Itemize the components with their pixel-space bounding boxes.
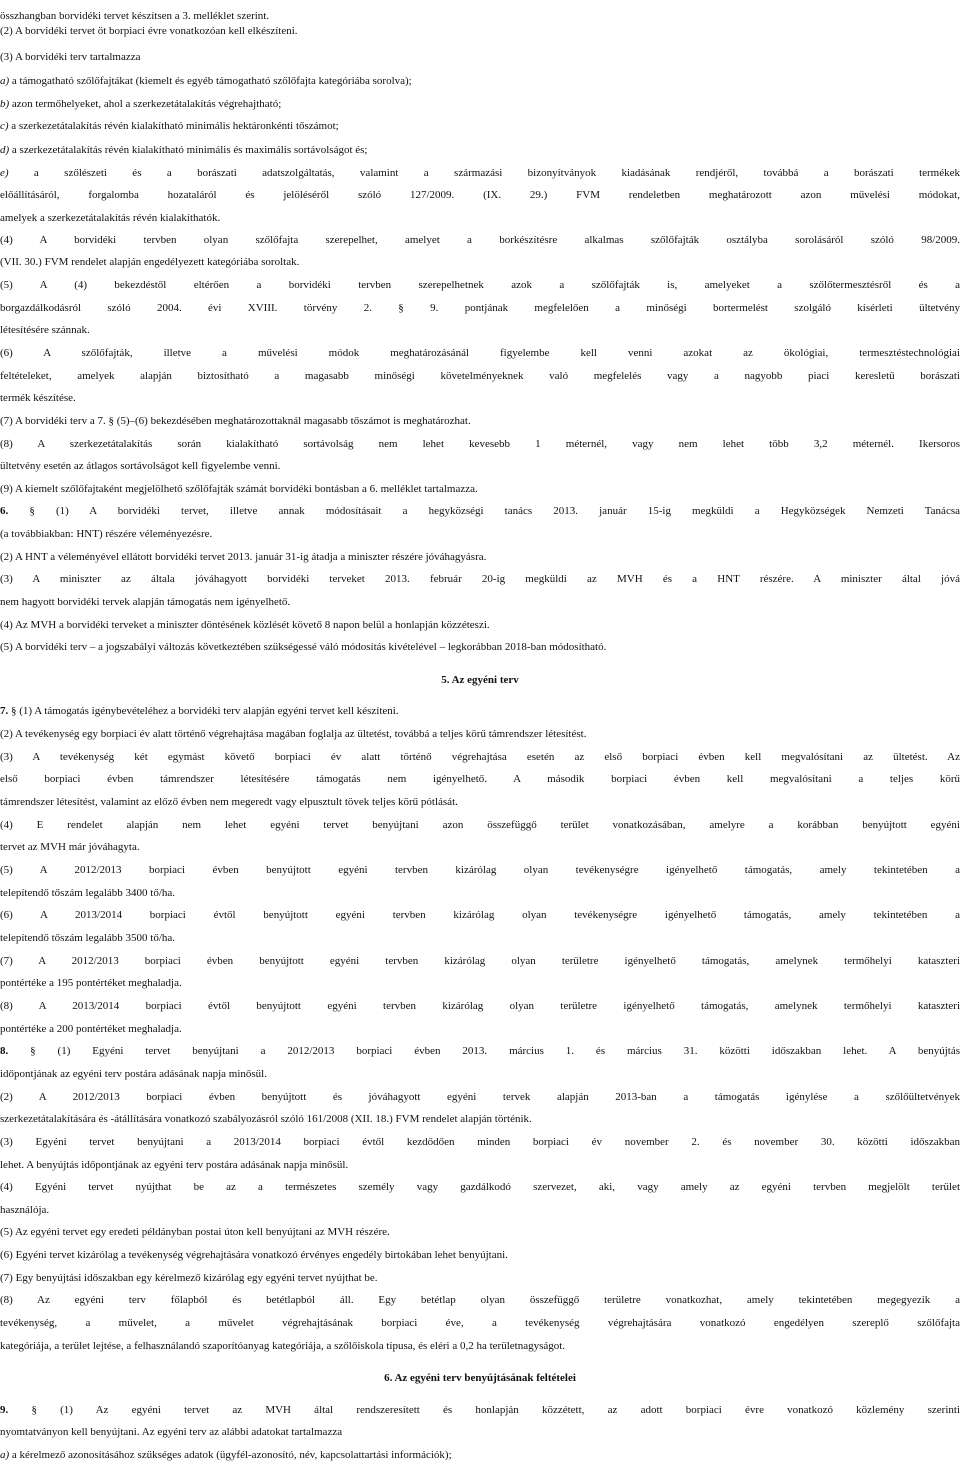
text-line — [0, 793, 960, 811]
section-heading — [0, 1369, 960, 1387]
text-line — [0, 72, 960, 90]
text-line — [0, 367, 960, 385]
line-text: pontértéke a 200 pontértéket meghaladja. — [0, 1023, 182, 1035]
text-line — [0, 480, 960, 498]
text-line — [0, 95, 960, 113]
line-text: létesítésére szánnak. — [0, 324, 90, 336]
list-letter: d) — [0, 144, 10, 156]
line-text: telepítendő tőszám legalább 3400 tő/ha. — [0, 887, 176, 899]
text-line — [0, 1337, 960, 1355]
text-line — [0, 321, 960, 339]
line-text: időpontjának az egyéni terv postára adásának napja minősül. — [0, 1068, 267, 1080]
line-text: (8) A szerkezetátalakítás során kialakítható sortávolság nem lehet kevesebb 1 méternél, vagy nem lehet több 3,2 méternél. Ikersoros — [0, 438, 960, 450]
text-line — [0, 141, 960, 159]
line-text: 5. Az egyéni terv — [441, 674, 519, 686]
line-text: nyomtatványon kell benyújtani. Az egyéni terv az alábbi adatokat tartalmazza — [0, 1426, 343, 1438]
list-letter: a) — [0, 1449, 10, 1461]
text-line — [0, 861, 960, 879]
line-text: (8) Az egyéni terv főlapból és betétlapból áll. Egy betétlap olyan összefüggő területre vonatkozhat, amely tekintetében megegyezik a — [0, 1294, 960, 1306]
line-text: (2) A 2012/2013 borpiaci évben benyújtott és jóváhagyott egyéni tervek alapján 2013-ban a támogatás igénylése a szőlőültetvények — [0, 1091, 960, 1103]
line-text: (VII. 30.) FVM rendelet alapján engedélyezett kategóriába soroltak. — [0, 256, 300, 268]
line-text: (5) Az egyéni tervet egy eredeti példányban postai úton kell benyújtani az MVH részére. — [0, 1226, 390, 1238]
line-text: (3) Egyéni tervet benyújtani a 2013/2014 borpiaci évtől kezdődően minden borpiaci év november 2. és november 30. közötti időszakban — [0, 1136, 960, 1148]
line-text: (3) A tevékenység két egymást követő borpiaci év alatt történő végrehajtása esetén az első borpiaci évben kell megvalósítani az ültetést. Az — [0, 751, 960, 763]
text-line — [0, 344, 960, 362]
list-letter: e) — [0, 167, 9, 179]
text-line — [0, 770, 960, 788]
text-line — [0, 1088, 960, 1106]
text-line — [0, 525, 960, 543]
line-text: termék készítése. — [0, 392, 76, 404]
text-line — [0, 816, 960, 834]
line-text: (4) A borvidéki tervben olyan szőlőfajta szerepelhet, amelyet a borkészítésre alkalmas szőlőfajták osztályba sorolásáról szóló 98/2009. — [0, 234, 960, 246]
line-text: (4) E rendelet alapján nem lehet egyéni tervet benyújtani azon összefüggő terület vonatkozásában, amelyre a korábban benyújtott egyéni — [0, 819, 960, 831]
line-text: feltételeket, amelyek alapján biztosítható a magasabb minőségi követelményeknek való megfelelés vagy a nagyobb piaci keresletű borászati — [0, 370, 960, 382]
line-text: (9) A kiemelt szőlőfajtaként megjelölhető szőlőfajták számát borvidéki bontásban a 6. melléklet tartalmazza. — [0, 483, 478, 495]
text-line — [0, 435, 960, 453]
line-text: amelyek a szerkezetátalakítás révén kialakíthatók. — [0, 212, 221, 224]
line-text: (7) A borvidéki terv a 7. § (5)–(6) bekezdésében meghatározottaknál magasabb tőszámot is meghatározhat. — [0, 415, 471, 427]
text-line — [0, 117, 960, 135]
text-line — [0, 638, 960, 656]
text-line — [0, 702, 960, 720]
line-text: (5) A (4) bekezdéstől eltérően a borvidéki tervben szerepelhetnek azok a szőlőfajták is, amelyeket a szőlőtermesztésről és a — [0, 279, 960, 291]
line-text: tevékenység, a művelet, a művelet végrehajtásának borpiaci éve, a tevékenység végrehajtására vonatkozó engedélyen szereplő szőlőfajta — [0, 1317, 960, 1329]
text-line — [0, 164, 960, 182]
text-line — [0, 1110, 960, 1128]
line-text: (2) A tevékenység egy borpiaci év alatt történő végrehajtása magában foglalja az ültetést, továbbá a teljes körű támrendszer létesítést. — [0, 728, 587, 740]
text-line — [0, 389, 960, 407]
text-line — [0, 209, 960, 227]
section-number: 9. — [0, 1404, 9, 1416]
list-letter: c) — [0, 120, 9, 132]
section-number: 6. — [0, 505, 9, 517]
text-line — [0, 929, 960, 947]
line-text: a kérelmező azonosításához szükséges adatok (ügyfél-azonosító, név, kapcsolattartási információk); — [9, 1449, 452, 1461]
line-text: (6) A 2013/2014 borpiaci évtől benyújtott egyéni tervben kizárólag olyan tevékenységre igényelhető támogatás, amely tekintetében a — [0, 909, 960, 921]
line-text: (5) A 2012/2013 borpiaci évben benyújtott egyéni tervben kizárólag olyan tevékenységre igényelhető támogatás, amely tekintetében a — [0, 864, 960, 876]
text-line — [0, 1201, 960, 1219]
line-text: ültetvény esetén az átlagos sortávolságot kell figyelembe venni. — [0, 460, 281, 472]
line-text: (3) A borvidéki terv tartalmazza — [0, 51, 141, 63]
line-text: borgazdálkodásról szóló 2004. évi XVIII. törvény 2. § 9. pontjának megfelelően a minőségi bortermelést szolgáló kísérleti ültetvény — [0, 302, 960, 314]
line-text: szerkezetátalakítására és -átállítására vonatkozó szabályozásról szóló 161/2008 (XII. 18.) FVM rendelet alapján történik. — [0, 1113, 532, 1125]
section-number: 8. — [0, 1045, 9, 1057]
text-line — [0, 884, 960, 902]
line-text: telepítendő tőszám legalább 3500 tő/ha. — [0, 932, 176, 944]
line-text: pontértéke a 195 pontértéket meghaladja. — [0, 977, 182, 989]
line-text: előállításáról, forgalomba hozataláról és jelöléséről szóló 127/2009. (IX. 29.) FVM rendeletben meghatározott azon művelési módokat, — [0, 189, 960, 201]
line-text: (6) A szőlőfajták, illetve a művelési módok meghatározásánál figyelembe kell venni azokat az ökológiai, termesztéstechnológiai — [0, 347, 960, 359]
line-text: § (1) A borvidéki tervet, illetve annak módosításait a hegyközségi tanács 2013. január 15-ig megküldi a Hegyközségek Nemzeti Tanácsa — [8, 505, 960, 517]
text-line — [0, 1246, 960, 1264]
text-line — [0, 616, 960, 634]
text-line — [0, 593, 960, 611]
line-text: 6. Az egyéni terv benyújtásának feltételei — [384, 1372, 576, 1384]
text-line — [0, 299, 960, 317]
text-line — [0, 1291, 960, 1309]
text-line — [0, 1156, 960, 1174]
line-text: (4) Egyéni tervet nyújthat be az a természetes személy vagy gazdálkodó szervezet, aki, vagy amely az egyéni tervben megjelölt terület — [0, 1181, 960, 1193]
text-line — [0, 1065, 960, 1083]
text-line — [0, 1223, 960, 1241]
text-line — [0, 838, 960, 856]
line-text: (4) Az MVH a borvidéki terveket a miniszter döntésének közlését követő 8 napon belül a honlapján közzéteszi. — [0, 619, 490, 631]
text-line — [0, 22, 960, 40]
text-line — [0, 1401, 960, 1419]
text-line — [0, 253, 960, 271]
text-line — [0, 502, 960, 520]
line-text: (7) Egy benyújtási időszakban egy kérelmező kizárólag egy egyéni tervet nyújthat be. — [0, 1272, 378, 1284]
text-line — [0, 276, 960, 294]
line-text: használója. — [0, 1204, 50, 1216]
text-line — [0, 186, 960, 204]
text-line — [0, 952, 960, 970]
section-number: 7. — [0, 705, 9, 717]
line-text: lehet. A benyújtás időpontjának az egyéni terv postára adásának napja minősül. — [0, 1159, 349, 1171]
text-line — [0, 48, 960, 66]
line-text: (a továbbiakban: HNT) részére véleményezésre. — [0, 528, 213, 540]
text-line — [0, 1446, 960, 1464]
text-line — [0, 570, 960, 588]
line-text: a szőlészeti és a borászati adatszolgáltatás, valamint a származási bizonyítványok kiadásának rendjéről, továbbá a borászati termékek — [8, 167, 960, 179]
line-text: (7) A 2012/2013 borpiaci évben benyújtott egyéni tervben kizárólag olyan területre igényelhető támogatás, amelynek termőhelyi kataszteri — [0, 955, 960, 967]
text-line — [0, 1314, 960, 1332]
line-text: azon termőhelyeket, ahol a szerkezetátalakítás végrehajtható; — [9, 98, 282, 110]
list-letter: b) — [0, 98, 10, 110]
line-text: (2) A borvidéki tervet öt borpiaci évre vonatkozóan kell elkészíteni. — [0, 25, 298, 37]
text-line — [0, 1178, 960, 1196]
text-line — [0, 1133, 960, 1151]
line-text: első borpiaci évben támrendszer létesítésére támogatás nem igényelhető. A második borpiaci évben kell megvalósítani a teljes körű — [0, 773, 960, 785]
line-text: tervet az MVH már jóváhagyta. — [0, 841, 140, 853]
line-text: § (1) Egyéni tervet benyújtani a 2012/2013 borpiaci évben 2013. március 1. és március 31. közötti időszakban lehet. A benyújtás — [8, 1045, 960, 1057]
line-text: (2) A HNT a véleményével ellátott borvidéki tervet 2013. január 31-ig átadja a miniszter részére jóváhagyásra. — [0, 551, 487, 563]
text-line — [0, 412, 960, 430]
text-line — [0, 1042, 960, 1060]
text-line — [0, 748, 960, 766]
line-text: (5) A borvidéki terv – a jogszabályi változás következtében szükségessé váló módosítás kivételével – legkorábban 2018-ban módosítható. — [0, 641, 607, 653]
text-line — [0, 548, 960, 566]
list-letter: a) — [0, 75, 10, 87]
section-heading — [0, 671, 960, 689]
line-text: a szerkezetátalakítás révén kialakítható minimális hektáronkénti tőszámot; — [8, 120, 339, 132]
line-text: nem hagyott borvidéki tervek alapján támogatás nem igényelhető. — [0, 596, 291, 608]
text-line — [0, 997, 960, 1015]
text-line — [0, 1423, 960, 1441]
line-text: § (1) Az egyéni tervet az MVH által rendszeresített és honlapján közzétett, az adott borpiaci évre vonatkozó közlemény szerinti — [8, 1404, 960, 1416]
text-line — [0, 974, 960, 992]
line-text: támrendszer létesítést, valamint az előző évben nem megeredt vagy elpusztult tövek teljes körű pótlását. — [0, 796, 458, 808]
text-line — [0, 231, 960, 249]
line-text: (6) Egyéni tervet kizárólag a tevékenység végrehajtására vonatkozó érvényes engedély birtokában lehet benyújtani. — [0, 1249, 508, 1261]
line-text: összhangban borvidéki tervet készítsen a 3. melléklet szerint. — [0, 10, 270, 22]
line-text: a szerkezetátalakítás révén kialakítható minimális és maximális sortávolságot és; — [9, 144, 368, 156]
line-text: (8) A 2013/2014 borpiaci évtől benyújtott egyéni tervben kizárólag olyan területre igényelhető támogatás, amelynek termőhelyi kataszteri — [0, 1000, 960, 1012]
text-line — [0, 1269, 960, 1287]
line-text: (3) A miniszter az általa jóváhagyott borvidéki terveket 2013. február 20-ig megküldi az MVH és a HNT részére. A miniszter által jóvá — [0, 573, 960, 585]
line-text: § (1) A támogatás igénybevételéhez a borvidéki terv alapján egyéni tervet kell készíteni. — [8, 705, 399, 717]
text-line — [0, 1020, 960, 1038]
text-line — [0, 906, 960, 924]
text-line — [0, 725, 960, 743]
line-text: kategóriája, a terület lejtése, a felhasználandó szaporítóanyag kategóriája, a szőlőiskola típusa, és eléri a 0,2 ha területnagyságot. — [0, 1340, 566, 1352]
text-line — [0, 457, 960, 475]
line-text: a támogatható szőlőfajtákat (kiemelt és egyéb támogatható szőlőfajta kategóriába sorolva); — [9, 75, 412, 87]
